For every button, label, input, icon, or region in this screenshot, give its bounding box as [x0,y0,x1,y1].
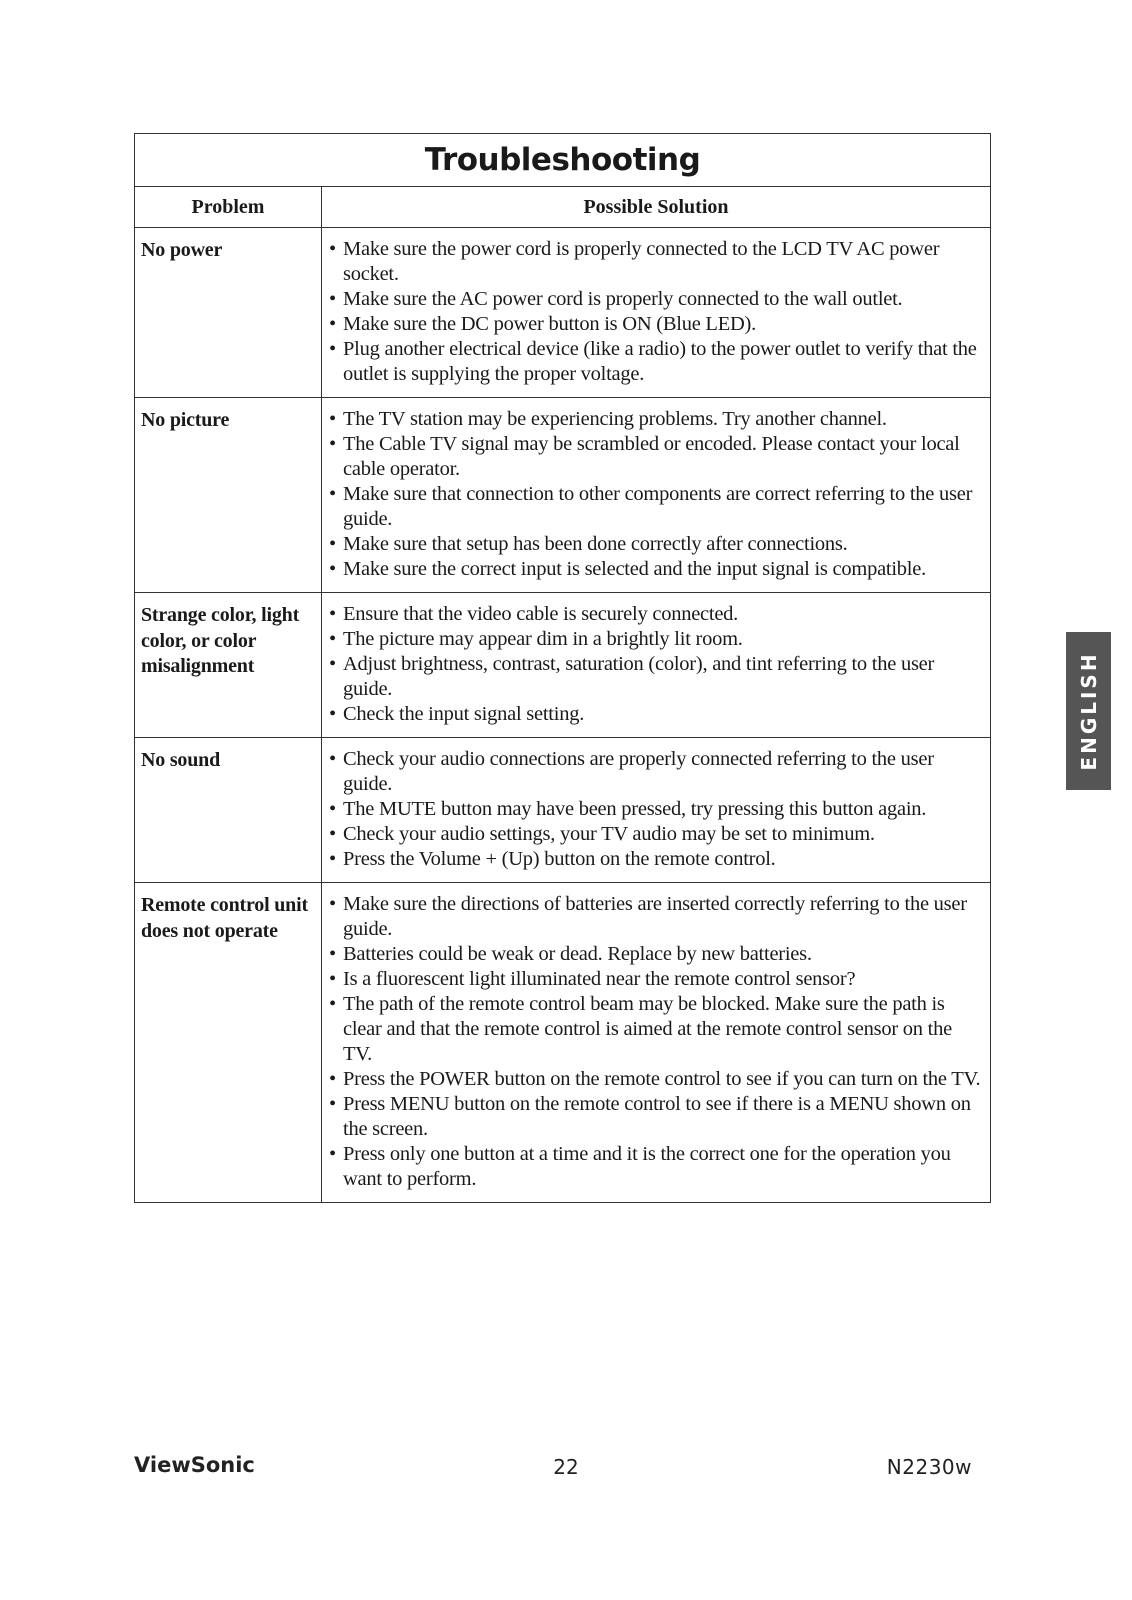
solution-item: • Make sure the directions of batteries are inserted correctly referring to the user guide. [328,892,984,942]
solution-item: • Adjust brightness, contrast, saturation (color), and tint referring to the user guide. [328,652,984,702]
problem-remote-control: Remote control unit does not operate [135,883,322,1203]
language-tab [1066,632,1111,790]
solutions-no-picture [322,398,991,593]
model-number: N2230w [886,1455,972,1479]
language-tab-label: ENGLISH [1076,651,1101,771]
table-row [135,398,991,593]
solutions-strange-color [322,593,991,738]
solution-column-header: Possible Solution [322,187,991,228]
solution-item: • Make sure the power cord is properly connected to the LCD TV AC power socket. [328,237,984,287]
table-row [135,593,991,738]
solution-item: • Press the Volume + (Up) button on the remote control. [328,847,984,872]
solution-item: • Press MENU button on the remote control to see if there is a MENU shown on the screen. [328,1092,984,1142]
solutions-remote-control [322,883,991,1203]
solution-item: • Press only one button at a time and it is the correct one for the operation you want to perform. [328,1142,984,1192]
page-number: 22 [553,1455,579,1479]
problem-column-header: Problem [135,187,322,228]
solution-item: • The TV station may be experiencing problems. Try another channel. [328,407,984,432]
solution-item: • The path of the remote control beam may be blocked. Make sure the path is clear and that the remote control is aimed at the remote control sensor on the TV. [328,992,984,1067]
solution-item: • Batteries could be weak or dead. Replace by new batteries. [328,942,984,967]
solution-item: • Press the POWER button on the remote control to see if you can turn on the TV. [328,1067,984,1092]
brand-name: ViewSonic [134,1453,255,1477]
table-title: Troubleshooting [135,134,991,187]
problem-strange-color: Strange color, light color, or color misalignment [135,593,322,738]
solution-item: • Make sure the DC power button is ON (Blue LED). [328,312,984,337]
solution-item: • Make sure the AC power cord is properly connected to the wall outlet. [328,287,984,312]
table-row [135,883,991,1203]
solution-item: • Plug another electrical device (like a radio) to the power outlet to verify that the outlet is supplying the proper voltage. [328,337,984,387]
solution-item: • Make sure that connection to other components are correct referring to the user guide. [328,482,984,532]
solution-item: • The Cable TV signal may be scrambled or encoded. Please contact your local cable operator. [328,432,984,482]
solution-item: • The MUTE button may have been pressed, try pressing this button again. [328,797,984,822]
solution-item: • Make sure that setup has been done correctly after connections. [328,532,984,557]
solution-item: • Check the input signal setting. [328,702,984,727]
solutions-no-sound [322,738,991,883]
solution-item: • The picture may appear dim in a brightly lit room. [328,627,984,652]
solution-item: • Check your audio settings, your TV audio may be set to minimum. [328,822,984,847]
problem-no-sound: No sound [135,738,322,883]
solution-item: • Make sure the correct input is selected and the input signal is compatible. [328,557,984,582]
problem-no-picture: No picture [135,398,322,593]
solutions-no-power [322,228,991,398]
solution-item: • Ensure that the video cable is securely connected. [328,602,984,627]
table-row [135,738,991,883]
table-row [135,228,991,398]
troubleshooting-table [134,133,991,1203]
problem-no-power: No power [135,228,322,398]
solution-item: • Check your audio connections are properly connected referring to the user guide. [328,747,984,797]
solution-item: • Is a fluorescent light illuminated near the remote control sensor? [328,967,984,992]
